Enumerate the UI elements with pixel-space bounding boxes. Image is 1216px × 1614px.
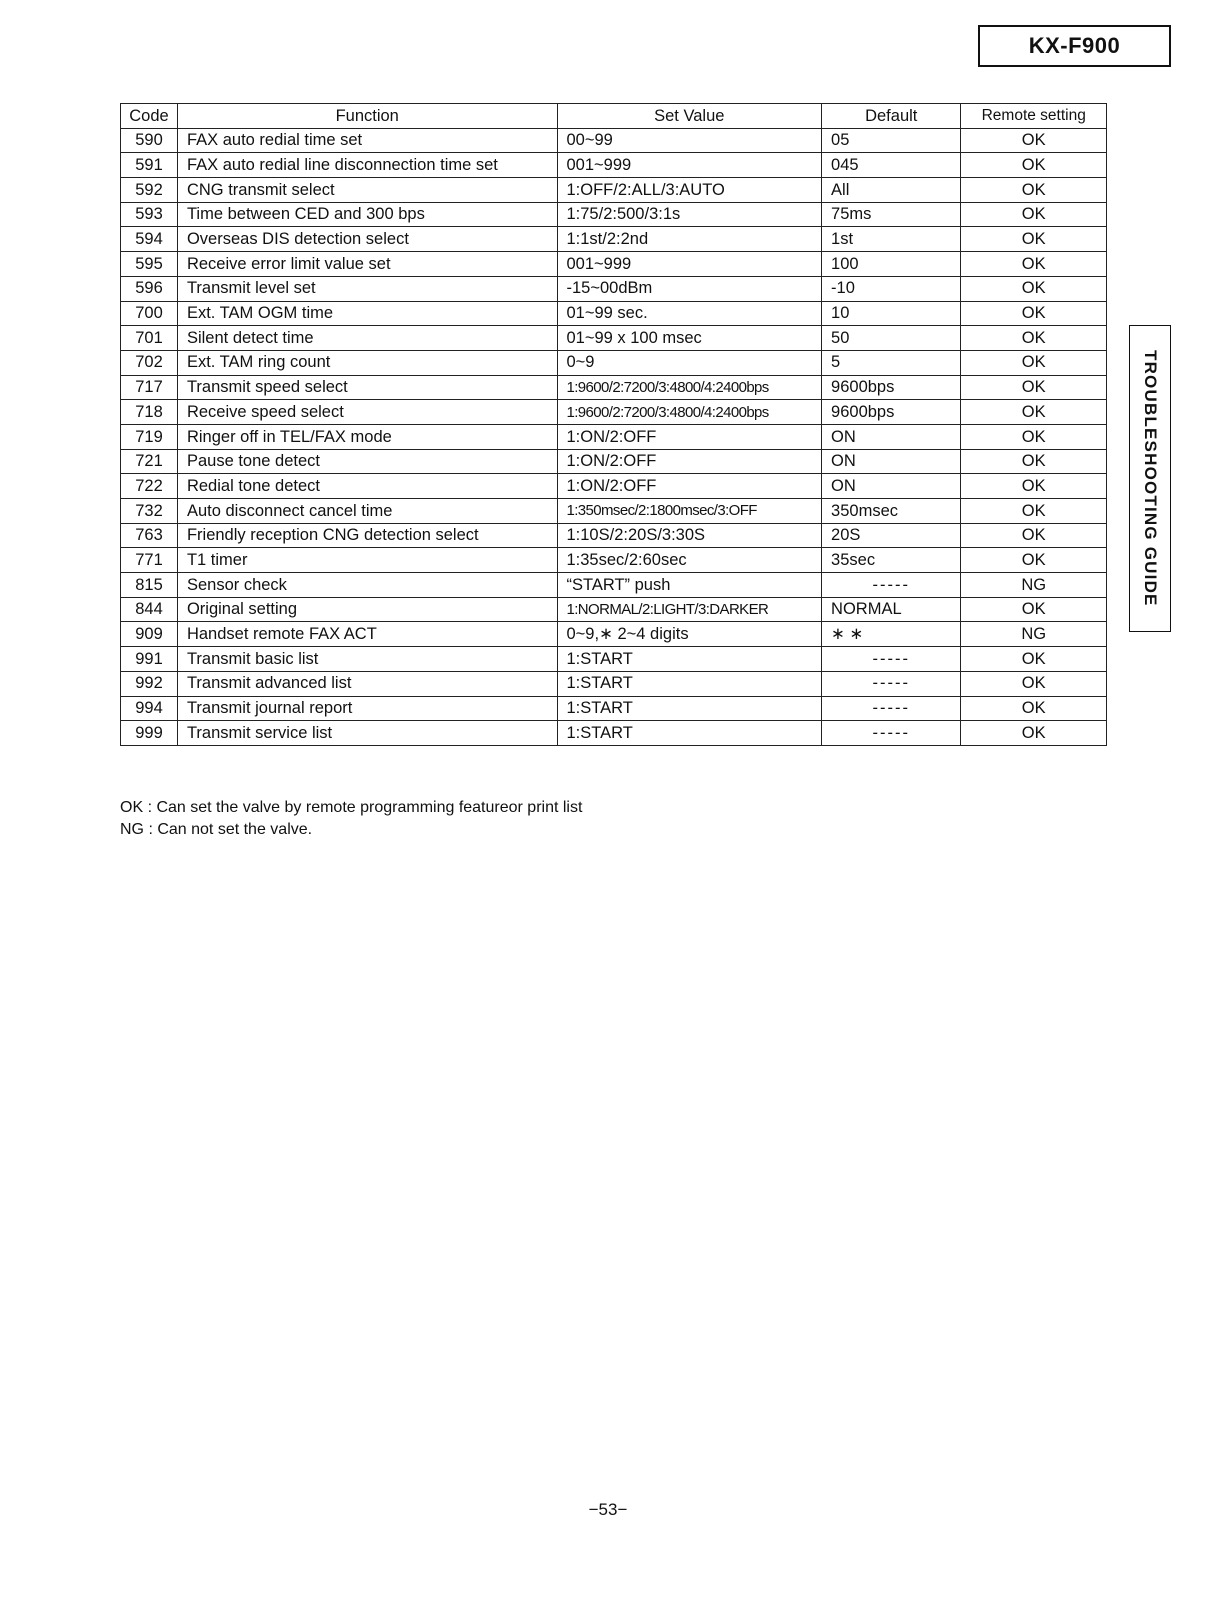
cell-set-value: 001~999 bbox=[557, 153, 822, 178]
cell-remote-setting: OK bbox=[961, 696, 1107, 721]
table-row bbox=[121, 573, 1107, 598]
cell-remote-setting: OK bbox=[961, 523, 1107, 548]
table-row bbox=[121, 671, 1107, 696]
cell-code: 722 bbox=[121, 474, 178, 499]
table-row bbox=[121, 202, 1107, 227]
cell-default: -10 bbox=[822, 276, 961, 301]
cell-code: 763 bbox=[121, 523, 178, 548]
cell-code: 721 bbox=[121, 449, 178, 474]
service-code-table bbox=[120, 103, 1107, 746]
cell-remote-setting: OK bbox=[961, 301, 1107, 326]
cell-remote-setting: OK bbox=[961, 548, 1107, 573]
cell-default: 350msec bbox=[822, 499, 961, 524]
cell-code: 844 bbox=[121, 597, 178, 622]
table-row bbox=[121, 301, 1107, 326]
table-row bbox=[121, 375, 1107, 400]
cell-function: FAX auto redial line disconnection time set bbox=[177, 153, 557, 178]
cell-default: 9600bps bbox=[822, 400, 961, 425]
cell-default: 9600bps bbox=[822, 375, 961, 400]
header-set-value: Set Value bbox=[557, 104, 822, 129]
cell-function: Ext. TAM OGM time bbox=[177, 301, 557, 326]
cell-remote-setting: OK bbox=[961, 326, 1107, 351]
cell-function: Pause tone detect bbox=[177, 449, 557, 474]
cell-function: Transmit level set bbox=[177, 276, 557, 301]
cell-code: 771 bbox=[121, 548, 178, 573]
cell-default: ON bbox=[822, 424, 961, 449]
cell-default: NORMAL bbox=[822, 597, 961, 622]
table-row bbox=[121, 548, 1107, 573]
cell-code: 702 bbox=[121, 350, 178, 375]
cell-code: 595 bbox=[121, 252, 178, 277]
table-row bbox=[121, 622, 1107, 647]
cell-code: 592 bbox=[121, 178, 178, 203]
cell-function: CNG transmit select bbox=[177, 178, 557, 203]
cell-default: ∗ ∗ bbox=[822, 622, 961, 647]
cell-code: 732 bbox=[121, 499, 178, 524]
cell-remote-setting: OK bbox=[961, 400, 1107, 425]
cell-set-value: 1:10S/2:20S/3:30S bbox=[557, 523, 822, 548]
cell-function: Transmit advanced list bbox=[177, 671, 557, 696]
cell-remote-setting: OK bbox=[961, 474, 1107, 499]
table-row bbox=[121, 326, 1107, 351]
cell-default: All bbox=[822, 178, 961, 203]
cell-set-value: 1:START bbox=[557, 696, 822, 721]
cell-default: 05 bbox=[822, 128, 961, 153]
cell-set-value: 01~99 sec. bbox=[557, 301, 822, 326]
legend bbox=[120, 797, 582, 841]
cell-default: 75ms bbox=[822, 202, 961, 227]
cell-default: 50 bbox=[822, 326, 961, 351]
table-row bbox=[121, 499, 1107, 524]
cell-code: 701 bbox=[121, 326, 178, 351]
cell-remote-setting: OK bbox=[961, 276, 1107, 301]
model-title-box bbox=[978, 25, 1171, 67]
cell-code: 700 bbox=[121, 301, 178, 326]
cell-remote-setting: OK bbox=[961, 499, 1107, 524]
cell-code: 593 bbox=[121, 202, 178, 227]
cell-code: 719 bbox=[121, 424, 178, 449]
cell-set-value: -15~00dBm bbox=[557, 276, 822, 301]
cell-remote-setting: OK bbox=[961, 647, 1107, 672]
cell-code: 999 bbox=[121, 721, 178, 746]
table-row bbox=[121, 276, 1107, 301]
cell-remote-setting: OK bbox=[961, 449, 1107, 474]
cell-set-value: 1:OFF/2:ALL/3:AUTO bbox=[557, 178, 822, 203]
cell-function: Transmit basic list bbox=[177, 647, 557, 672]
cell-default: ----- bbox=[822, 573, 961, 598]
table-row bbox=[121, 647, 1107, 672]
cell-default: 045 bbox=[822, 153, 961, 178]
header-code: Code bbox=[121, 104, 178, 129]
cell-set-value: 1:9600/2:7200/3:4800/4:2400bps bbox=[557, 400, 822, 425]
header-remote-setting: Remote setting bbox=[961, 104, 1107, 129]
table-row bbox=[121, 350, 1107, 375]
cell-function: Time between CED and 300 bps bbox=[177, 202, 557, 227]
page-number: −53− bbox=[588, 1500, 628, 1519]
table-row bbox=[121, 597, 1107, 622]
cell-set-value: 1:350msec/2:1800msec/3:OFF bbox=[557, 499, 822, 524]
cell-function: Silent detect time bbox=[177, 326, 557, 351]
header-function: Function bbox=[177, 104, 557, 129]
cell-default: ----- bbox=[822, 721, 961, 746]
cell-function: T1 timer bbox=[177, 548, 557, 573]
table-row bbox=[121, 424, 1107, 449]
cell-default: ON bbox=[822, 474, 961, 499]
cell-remote-setting: OK bbox=[961, 350, 1107, 375]
cell-remote-setting: OK bbox=[961, 202, 1107, 227]
table-row bbox=[121, 128, 1107, 153]
cell-set-value: 001~999 bbox=[557, 252, 822, 277]
cell-function: Original setting bbox=[177, 597, 557, 622]
cell-set-value: 1:START bbox=[557, 671, 822, 696]
table-row bbox=[121, 474, 1107, 499]
cell-code: 591 bbox=[121, 153, 178, 178]
cell-function: Receive error limit value set bbox=[177, 252, 557, 277]
cell-default: 10 bbox=[822, 301, 961, 326]
table-row bbox=[121, 227, 1107, 252]
cell-remote-setting: OK bbox=[961, 252, 1107, 277]
cell-function: Overseas DIS detection select bbox=[177, 227, 557, 252]
cell-remote-setting: NG bbox=[961, 573, 1107, 598]
table-row bbox=[121, 400, 1107, 425]
cell-code: 718 bbox=[121, 400, 178, 425]
cell-default: 1st bbox=[822, 227, 961, 252]
cell-default: 35sec bbox=[822, 548, 961, 573]
cell-function: Friendly reception CNG detection select bbox=[177, 523, 557, 548]
section-side-tab bbox=[1129, 325, 1171, 632]
cell-default: 20S bbox=[822, 523, 961, 548]
cell-remote-setting: OK bbox=[961, 128, 1107, 153]
cell-set-value: 1:ON/2:OFF bbox=[557, 474, 822, 499]
cell-set-value: 0~9,∗ 2~4 digits bbox=[557, 622, 822, 647]
cell-default: ON bbox=[822, 449, 961, 474]
cell-code: 596 bbox=[121, 276, 178, 301]
cell-remote-setting: OK bbox=[961, 227, 1107, 252]
cell-set-value: 00~99 bbox=[557, 128, 822, 153]
legend-ok: OK : Can set the valve by remote programming featureor print list bbox=[120, 799, 583, 816]
cell-code: 717 bbox=[121, 375, 178, 400]
cell-default: 100 bbox=[822, 252, 961, 277]
cell-code: 994 bbox=[121, 696, 178, 721]
cell-default: ----- bbox=[822, 671, 961, 696]
cell-code: 992 bbox=[121, 671, 178, 696]
cell-set-value: 0~9 bbox=[557, 350, 822, 375]
table-row bbox=[121, 153, 1107, 178]
cell-function: Redial tone detect bbox=[177, 474, 557, 499]
section-side-tab-label: TROUBLESHOOTING GUIDE bbox=[1141, 350, 1160, 607]
cell-function: Auto disconnect cancel time bbox=[177, 499, 557, 524]
cell-default: 5 bbox=[822, 350, 961, 375]
cell-set-value: 1:35sec/2:60sec bbox=[557, 548, 822, 573]
table-row bbox=[121, 696, 1107, 721]
cell-set-value: 1:START bbox=[557, 647, 822, 672]
header-default: Default bbox=[822, 104, 961, 129]
cell-function: Transmit service list bbox=[177, 721, 557, 746]
cell-set-value: 1:NORMAL/2:LIGHT/3:DARKER bbox=[557, 597, 822, 622]
table-row bbox=[121, 449, 1107, 474]
cell-function: Transmit speed select bbox=[177, 375, 557, 400]
cell-remote-setting: OK bbox=[961, 671, 1107, 696]
cell-set-value: 1:ON/2:OFF bbox=[557, 424, 822, 449]
table-row bbox=[121, 523, 1107, 548]
cell-set-value: 1:1st/2:2nd bbox=[557, 227, 822, 252]
cell-remote-setting: OK bbox=[961, 597, 1107, 622]
cell-function: Transmit journal report bbox=[177, 696, 557, 721]
cell-code: 991 bbox=[121, 647, 178, 672]
cell-set-value: 1:9600/2:7200/3:4800/4:2400bps bbox=[557, 375, 822, 400]
cell-remote-setting: NG bbox=[961, 622, 1107, 647]
cell-remote-setting: OK bbox=[961, 375, 1107, 400]
cell-code: 909 bbox=[121, 622, 178, 647]
cell-set-value: “START” push bbox=[557, 573, 822, 598]
cell-set-value: 1:ON/2:OFF bbox=[557, 449, 822, 474]
cell-remote-setting: OK bbox=[961, 424, 1107, 449]
cell-function: Sensor check bbox=[177, 573, 557, 598]
cell-remote-setting: OK bbox=[961, 721, 1107, 746]
model-title: KX-F900 bbox=[1028, 33, 1121, 58]
cell-remote-setting: OK bbox=[961, 153, 1107, 178]
table-row bbox=[121, 252, 1107, 277]
cell-default: ----- bbox=[822, 647, 961, 672]
cell-set-value: 01~99 x 100 msec bbox=[557, 326, 822, 351]
cell-code: 590 bbox=[121, 128, 178, 153]
table-row bbox=[121, 178, 1107, 203]
cell-set-value: 1:75/2:500/3:1s bbox=[557, 202, 822, 227]
cell-function: FAX auto redial time set bbox=[177, 128, 557, 153]
cell-remote-setting: OK bbox=[961, 178, 1107, 203]
cell-code: 594 bbox=[121, 227, 178, 252]
cell-function: Ringer off in TEL/FAX mode bbox=[177, 424, 557, 449]
cell-default: ----- bbox=[822, 696, 961, 721]
table-body bbox=[121, 128, 1107, 745]
legend-ng: NG : Can not set the valve. bbox=[120, 821, 313, 838]
table-row bbox=[121, 721, 1107, 746]
cell-code: 815 bbox=[121, 573, 178, 598]
cell-function: Receive speed select bbox=[177, 400, 557, 425]
cell-function: Ext. TAM ring count bbox=[177, 350, 557, 375]
cell-set-value: 1:START bbox=[557, 721, 822, 746]
cell-function: Handset remote FAX ACT bbox=[177, 622, 557, 647]
table-header-row bbox=[121, 104, 1107, 129]
